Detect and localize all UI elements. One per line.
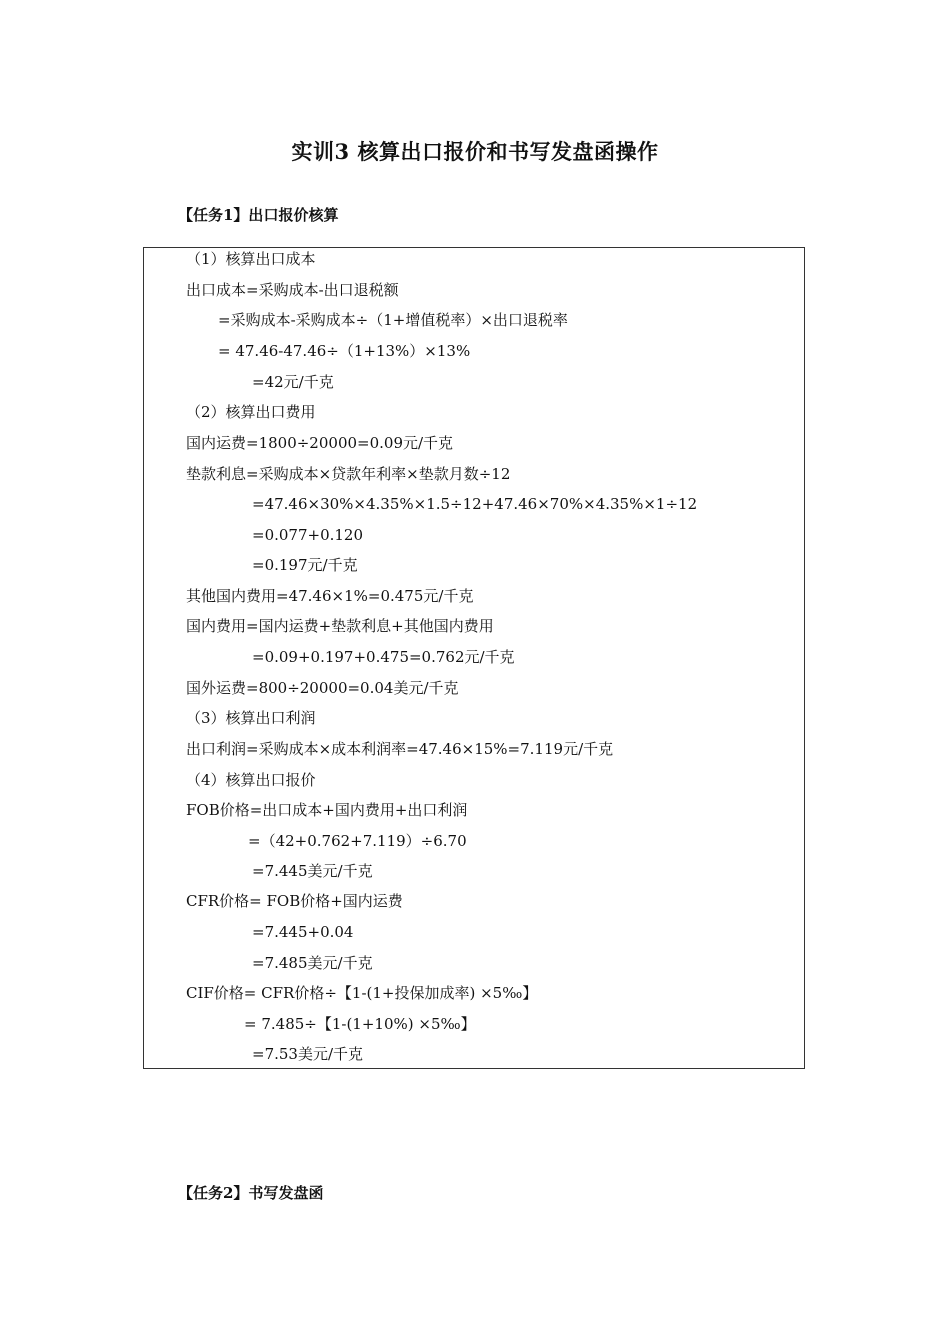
calculation-box xyxy=(143,247,805,1069)
task1-heading: 【任务1】出口报价核算 xyxy=(178,206,339,224)
calc-line: =7.485美元/千克 xyxy=(252,954,373,972)
calc-line: =（42+0.762+7.119）÷6.70 xyxy=(248,832,467,850)
calc-line: =7.445+0.04 xyxy=(252,923,354,941)
calc-line: =0.09+0.197+0.475=0.762元/千克 xyxy=(252,648,515,666)
calc-line: = 47.46-47.46÷（1+13%）×13% xyxy=(218,342,471,360)
calc-line: 国内运费=1800÷20000=0.09元/千克 xyxy=(186,434,454,452)
calc-line: CFR价格= FOB价格+国内运费 xyxy=(186,892,403,910)
page-title: 实训3 核算出口报价和书写发盘函操作 xyxy=(291,139,659,164)
calc-line: 其他国内费用=47.46×1%=0.475元/千克 xyxy=(186,587,474,605)
calc-line: 国内费用=国内运费+垫款利息+其他国内费用 xyxy=(186,617,494,635)
calc-line: =0.077+0.120 xyxy=(252,526,364,544)
calc-line: FOB价格=出口成本+国内费用+出口利润 xyxy=(186,801,468,819)
calc-line: 国外运费=800÷20000=0.04美元/千克 xyxy=(186,679,459,697)
calc-line: 出口成本=采购成本-出口退税额 xyxy=(186,281,399,299)
calc-line: 垫款利息=采购成本×贷款年利率×垫款月数÷12 xyxy=(186,465,511,483)
calc-line: （4）核算出口报价 xyxy=(186,771,316,789)
calc-line: =采购成本-采购成本÷（1+增值税率）×出口退税率 xyxy=(218,311,568,329)
calc-line: =42元/千克 xyxy=(252,373,334,391)
calc-line: 出口利润=采购成本×成本利润率=47.46×15%=7.119元/千克 xyxy=(186,740,614,758)
calc-line: CIF价格= CFR价格÷【1-(1+投保加成率) ×5‰】 xyxy=(186,984,538,1002)
calc-line: （2）核算出口费用 xyxy=(186,403,316,421)
calc-line: =0.197元/千克 xyxy=(252,556,358,574)
calc-line: （1）核算出口成本 xyxy=(186,250,316,268)
calc-line: =47.46×30%×4.35%×1.5÷12+47.46×70%×4.35%×1÷12 xyxy=(252,495,698,513)
calc-line: （3）核算出口利润 xyxy=(186,709,316,727)
task2-heading: 【任务2】书写发盘函 xyxy=(178,1184,324,1202)
calc-line: = 7.485÷【1-(1+10%) ×5‰】 xyxy=(244,1015,476,1033)
calc-line: =7.445美元/千克 xyxy=(252,862,373,880)
calc-line: =7.53美元/千克 xyxy=(252,1045,364,1063)
